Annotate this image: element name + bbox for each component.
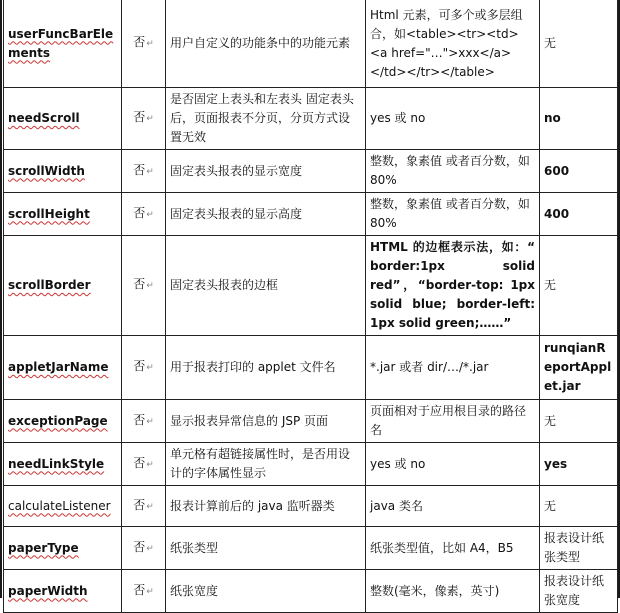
description-cell: 显示报表异常信息的 JSP 页面	[166, 400, 366, 443]
table-row	[4, 486, 618, 527]
param-name-cell: paperType	[4, 527, 122, 570]
description-cell: 固定表头报表的边框	[166, 236, 366, 336]
required-cell: 否↵	[122, 443, 166, 486]
param-name-cell: userFuncBarElements	[4, 0, 122, 88]
value-cell: 整数，象素值 或者百分数，如 80%	[366, 150, 540, 193]
default-cell: 报表设计纸张类型	[540, 527, 618, 570]
required-cell: 否↵	[122, 336, 166, 400]
description-cell: 纸张类型	[166, 527, 366, 570]
param-name-cell: exceptionPage	[4, 400, 122, 443]
description-cell: 固定表头报表的显示高度	[166, 193, 366, 236]
default-cell: runqianReportApplet.jar	[540, 336, 618, 400]
table-row	[4, 0, 618, 88]
required-cell: 否↵	[122, 193, 166, 236]
table-row	[4, 443, 618, 486]
default-cell: no	[540, 88, 618, 150]
table-row	[4, 400, 618, 443]
parameter-table	[3, 0, 618, 613]
param-name-cell: scrollHeight	[4, 193, 122, 236]
param-name-cell: appletJarName	[4, 336, 122, 400]
table-row	[4, 236, 618, 336]
table-row	[4, 88, 618, 150]
value-cell: Html 元素，可多个或多层组合，如<table><tr><td><a href="…">xxx</a></td></tr></table>	[366, 0, 540, 88]
value-cell: 页面相对于应用根目录的路径名	[366, 400, 540, 443]
value-cell: java 类名	[366, 486, 540, 527]
description-cell: 纸张宽度	[166, 570, 366, 613]
param-name-cell: needLinkStyle	[4, 443, 122, 486]
table-row	[4, 570, 618, 613]
description-cell: 用户自定义的功能条中的功能元素	[166, 0, 366, 88]
param-name-cell: needScroll	[4, 88, 122, 150]
table-row	[4, 150, 618, 193]
page-left-border	[0, 0, 2, 598]
value-cell: yes 或 no	[366, 88, 540, 150]
param-name-cell: scrollBorder	[4, 236, 122, 336]
default-cell: 无	[540, 0, 618, 88]
value-cell: HTML 的边框表示法，如：“ border:1px solid red”，“border-top: 1px solid blue; border-left: 1px solid green;……”	[366, 236, 540, 336]
description-cell: 是否固定上表头和左表头 固定表头后，页面报表不分页，分页方式设置无效	[166, 88, 366, 150]
required-cell: 否↵	[122, 0, 166, 88]
required-cell: 否↵	[122, 486, 166, 527]
table-row	[4, 193, 618, 236]
required-cell: 否↵	[122, 88, 166, 150]
required-cell: 否↵	[122, 570, 166, 613]
default-cell: yes	[540, 443, 618, 486]
table-row	[4, 336, 618, 400]
default-cell: 600	[540, 150, 618, 193]
default-cell: 400	[540, 193, 618, 236]
value-cell: 整数(毫米，像素，英寸)	[366, 570, 540, 613]
value-cell: 整数，象素值 或者百分数，如 80%	[366, 193, 540, 236]
param-name-cell: calculateListener	[4, 486, 122, 527]
description-cell: 固定表头报表的显示宽度	[166, 150, 366, 193]
required-cell: 否↵	[122, 150, 166, 193]
value-cell: yes 或 no	[366, 443, 540, 486]
param-name-cell: paperWidth	[4, 570, 122, 613]
param-name-cell: scrollWidth	[4, 150, 122, 193]
value-cell: *.jar 或者 dir/…/*.jar	[366, 336, 540, 400]
required-cell: 否↵	[122, 527, 166, 570]
description-cell: 单元格有超链接属性时，是否用设计的字体属性显示	[166, 443, 366, 486]
required-cell: 否↵	[122, 400, 166, 443]
description-cell: 报表计算前后的 java 监听器类	[166, 486, 366, 527]
default-cell: 无	[540, 236, 618, 336]
table-row	[4, 527, 618, 570]
description-cell: 用于报表打印的 applet 文件名	[166, 336, 366, 400]
default-cell: 无	[540, 400, 618, 443]
required-cell: 否↵	[122, 236, 166, 336]
default-cell: 无	[540, 486, 618, 527]
default-cell: 报表设计纸张宽度	[540, 570, 618, 613]
value-cell: 纸张类型值，比如 A4，B5	[366, 527, 540, 570]
